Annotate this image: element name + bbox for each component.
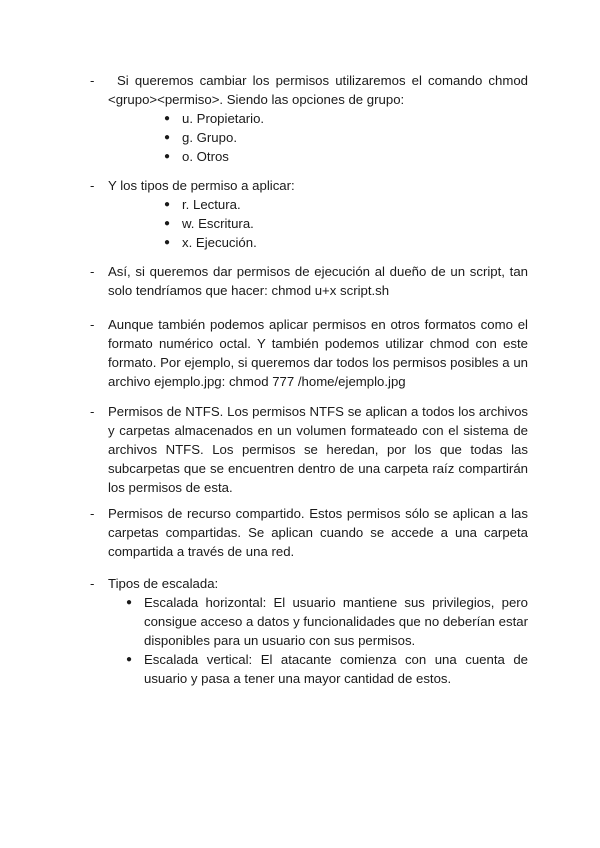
section-chmod-groups — [90, 71, 528, 166]
bullet-list — [90, 109, 528, 166]
section-text: Tipos de escalada: — [108, 576, 219, 591]
bullet-icon: ● — [164, 199, 171, 210]
dash-marker: - — [90, 317, 95, 332]
bullet-icon: ● — [164, 218, 171, 229]
section-text: Permisos de recurso compartido. Estos permisos sólo se aplican a las carpetas compartidas. Se aplican cuando se accede a una carpeta compartida a través de una red. — [108, 506, 528, 559]
section-execution-example — [90, 262, 528, 300]
dash-marker: - — [90, 264, 95, 279]
section-text: Y los tipos de permiso a aplicar: — [108, 178, 295, 193]
bullet-list — [90, 593, 528, 688]
section-text: Aunque también podemos aplicar permisos en otros formatos como el formato numérico octal. Y también podemos utilizar chmod con este formato. Por ejemplo, si queremos dar todos los permisos posibles a un archivo ejemplo.jpg: chmod 777 /home/ejemplo.jpg — [108, 317, 528, 389]
bullet-icon: ● — [164, 113, 171, 124]
section-shared-resource — [90, 504, 528, 561]
dash-marker: - — [90, 73, 95, 88]
bullet-icon: ● — [164, 237, 171, 248]
list-item-text: r. Lectura. — [182, 197, 241, 212]
list-item — [90, 650, 528, 688]
dash-marker: - — [90, 404, 95, 419]
dash-marker: - — [90, 506, 95, 521]
list-item — [0, 128, 528, 147]
section-escalation-types — [90, 574, 528, 688]
section-text: Así, si queremos dar permisos de ejecución al dueño de un script, tan solo tendríamos que hacer: chmod u+x script.sh — [108, 264, 528, 298]
list-item — [0, 195, 528, 214]
section-text: Si queremos cambiar los permisos utilizaremos el comando chmod <grupo><permiso>. Siendo las opciones de grupo: — [108, 73, 528, 107]
bullet-icon: ● — [164, 151, 171, 162]
list-item-text: u. Propietario. — [182, 111, 265, 126]
list-item — [90, 593, 528, 650]
list-item-text: Escalada horizontal: El usuario mantiene sus privilegios, pero consigue acceso a datos y funcionalidades que no deberían estar disponibles para un usuario con sus permisos. — [144, 595, 528, 648]
list-item-text: o. Otros — [182, 149, 229, 164]
list-item — [0, 214, 528, 233]
bullet-icon: ● — [164, 132, 171, 143]
list-item — [0, 233, 528, 252]
bullet-icon: ● — [126, 654, 133, 665]
list-item-text: x. Ejecución. — [182, 235, 257, 250]
section-ntfs-permissions — [90, 402, 528, 497]
bullet-list — [90, 195, 528, 252]
section-octal-format — [90, 315, 528, 391]
bullet-icon: ● — [126, 597, 133, 608]
list-item — [0, 147, 528, 166]
section-text: Permisos de NTFS. Los permisos NTFS se aplican a todos los archivos y carpetas almacenados en un volumen formateado con el sistema de archivos NTFS. Los permisos se heredan, por los que todas las subcarpetas que se encuentren dentro de una carpeta raíz compartirán los permisos de esta. — [108, 404, 528, 495]
section-permission-types — [90, 176, 528, 252]
dash-marker: - — [90, 178, 95, 193]
list-item-text: g. Grupo. — [182, 130, 237, 145]
dash-marker: - — [90, 576, 95, 591]
list-item-text: w. Escritura. — [182, 216, 254, 231]
list-item-text: Escalada vertical: El atacante comienza con una cuenta de usuario y pasa a tener una mayor cantidad de estos. — [144, 652, 528, 686]
list-item — [0, 109, 528, 128]
